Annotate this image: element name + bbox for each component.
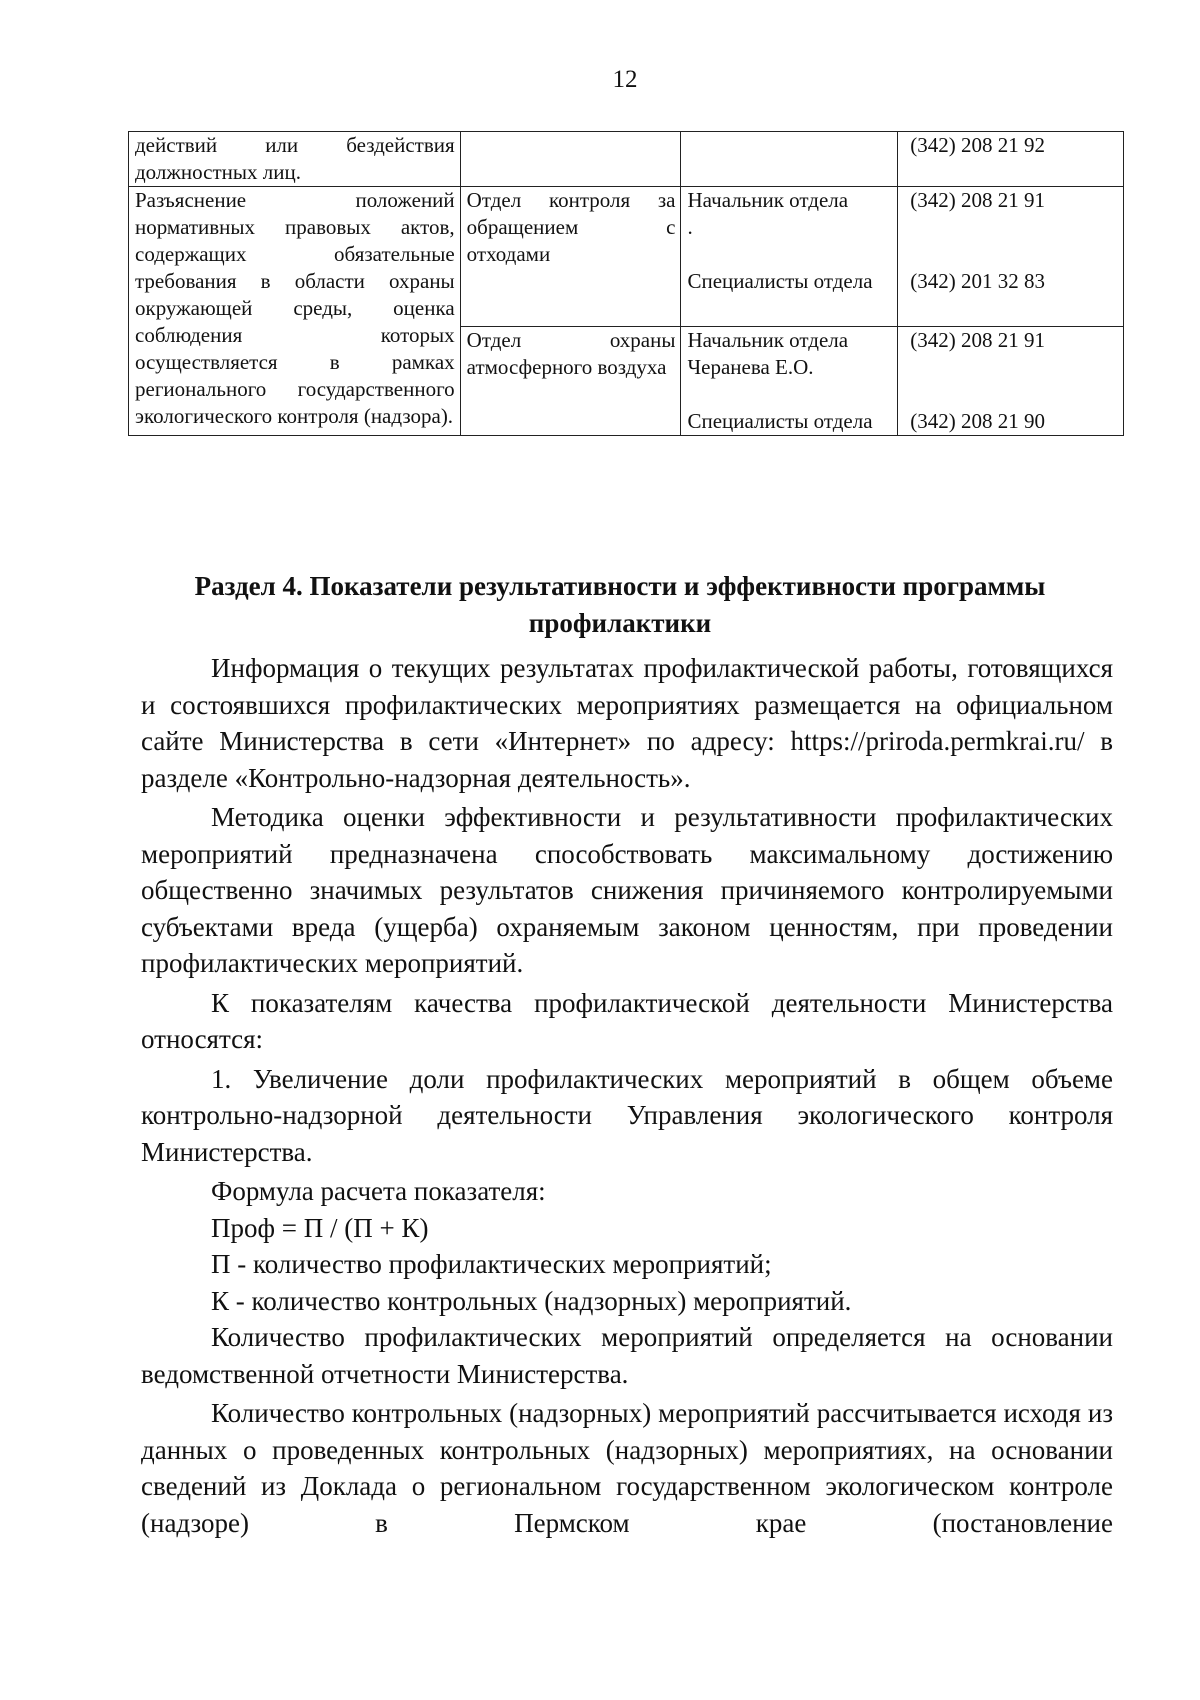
section-body [141,650,1113,1541]
table-cell-phone: (342) 208 21 91 (342) 208 21 90 [898,327,1124,436]
table-cell-phone: (342) 208 21 91 (342) 201 32 83 [898,187,1124,327]
formula-label: Формула расчета показателя: [211,1176,546,1206]
table-cell-department: Отдел контроля за обращением с отходами [460,187,681,327]
paragraph: Методика оценки эффективности и результативности профилактических мероприятий предназначена способствовать максимальному достижению общественно значимых результатов снижения причиняемого контролируемыми субъектами вреда (ущерба) охраняемым законом ценностям, при проведении профилактических мероприятий. [141,802,1113,978]
paragraph: Количество профилактических мероприятий определяется на основании ведомственной отчетности Министерства. [141,1322,1113,1389]
formula-variable: К - количество контрольных (надзорных) мероприятий. [211,1285,852,1316]
table-cell-position [681,132,898,187]
paragraph: Количество контрольных (надзорных) мероприятий рассчитывается исходя из данных о проведенных контрольных (надзорных) мероприятиях, на основании сведений из Доклада о региональном государственном экологическом контроле (надзоре) в Пермском крае (постановление [141,1398,1113,1538]
paragraph: 1. Увеличение доли профилактических мероприятий в общем объеме контрольно-надзорной деятельности Управления экологического контроля Министерства. [141,1063,1113,1167]
table-cell-activity: Разъяснение положений нормативных правовых актов, содержащих обязательные требования в области охраны окружающей среды, оценка соблюдения которых осуществляется в рамках регионального государственного экологического контроля (надзора). [129,187,461,436]
table-row [129,132,1124,187]
table-cell-activity: действий или бездействия должностных лиц. [129,132,461,187]
contacts-table [128,131,1124,436]
table-row [129,187,1124,327]
section-heading: Раздел 4. Показатели результативности и эффективности программы профилактики [194,571,1046,638]
table-cell-position: Начальник отдела . Специалисты отдела [681,187,898,327]
table-cell-department [460,132,681,187]
paragraph: Информация о текущих результатах профилактической работы, готовящихся и состоявшихся профилактических мероприятиях размещается на официальном сайте Министерства в сети «Интернет» по адресу: https://priroda.permkrai.ru/ в разделе «Контрольно-надзорная деятельность». [141,653,1113,793]
page-number: 12 [612,66,638,93]
table-cell-position: Начальник отдела Черанева Е.О. Специалисты отдела [681,327,898,436]
table-cell-department: Отдел охраны атмосферного воздуха [460,327,681,436]
table-cell-phone: (342) 208 21 92 [898,132,1124,187]
paragraph: К показателям качества профилактической деятельности Министерства относятся: [141,987,1113,1054]
formula-variable: П - количество профилактических мероприятий; [211,1249,772,1279]
formula: Проф = П / (П + К) [211,1212,429,1243]
